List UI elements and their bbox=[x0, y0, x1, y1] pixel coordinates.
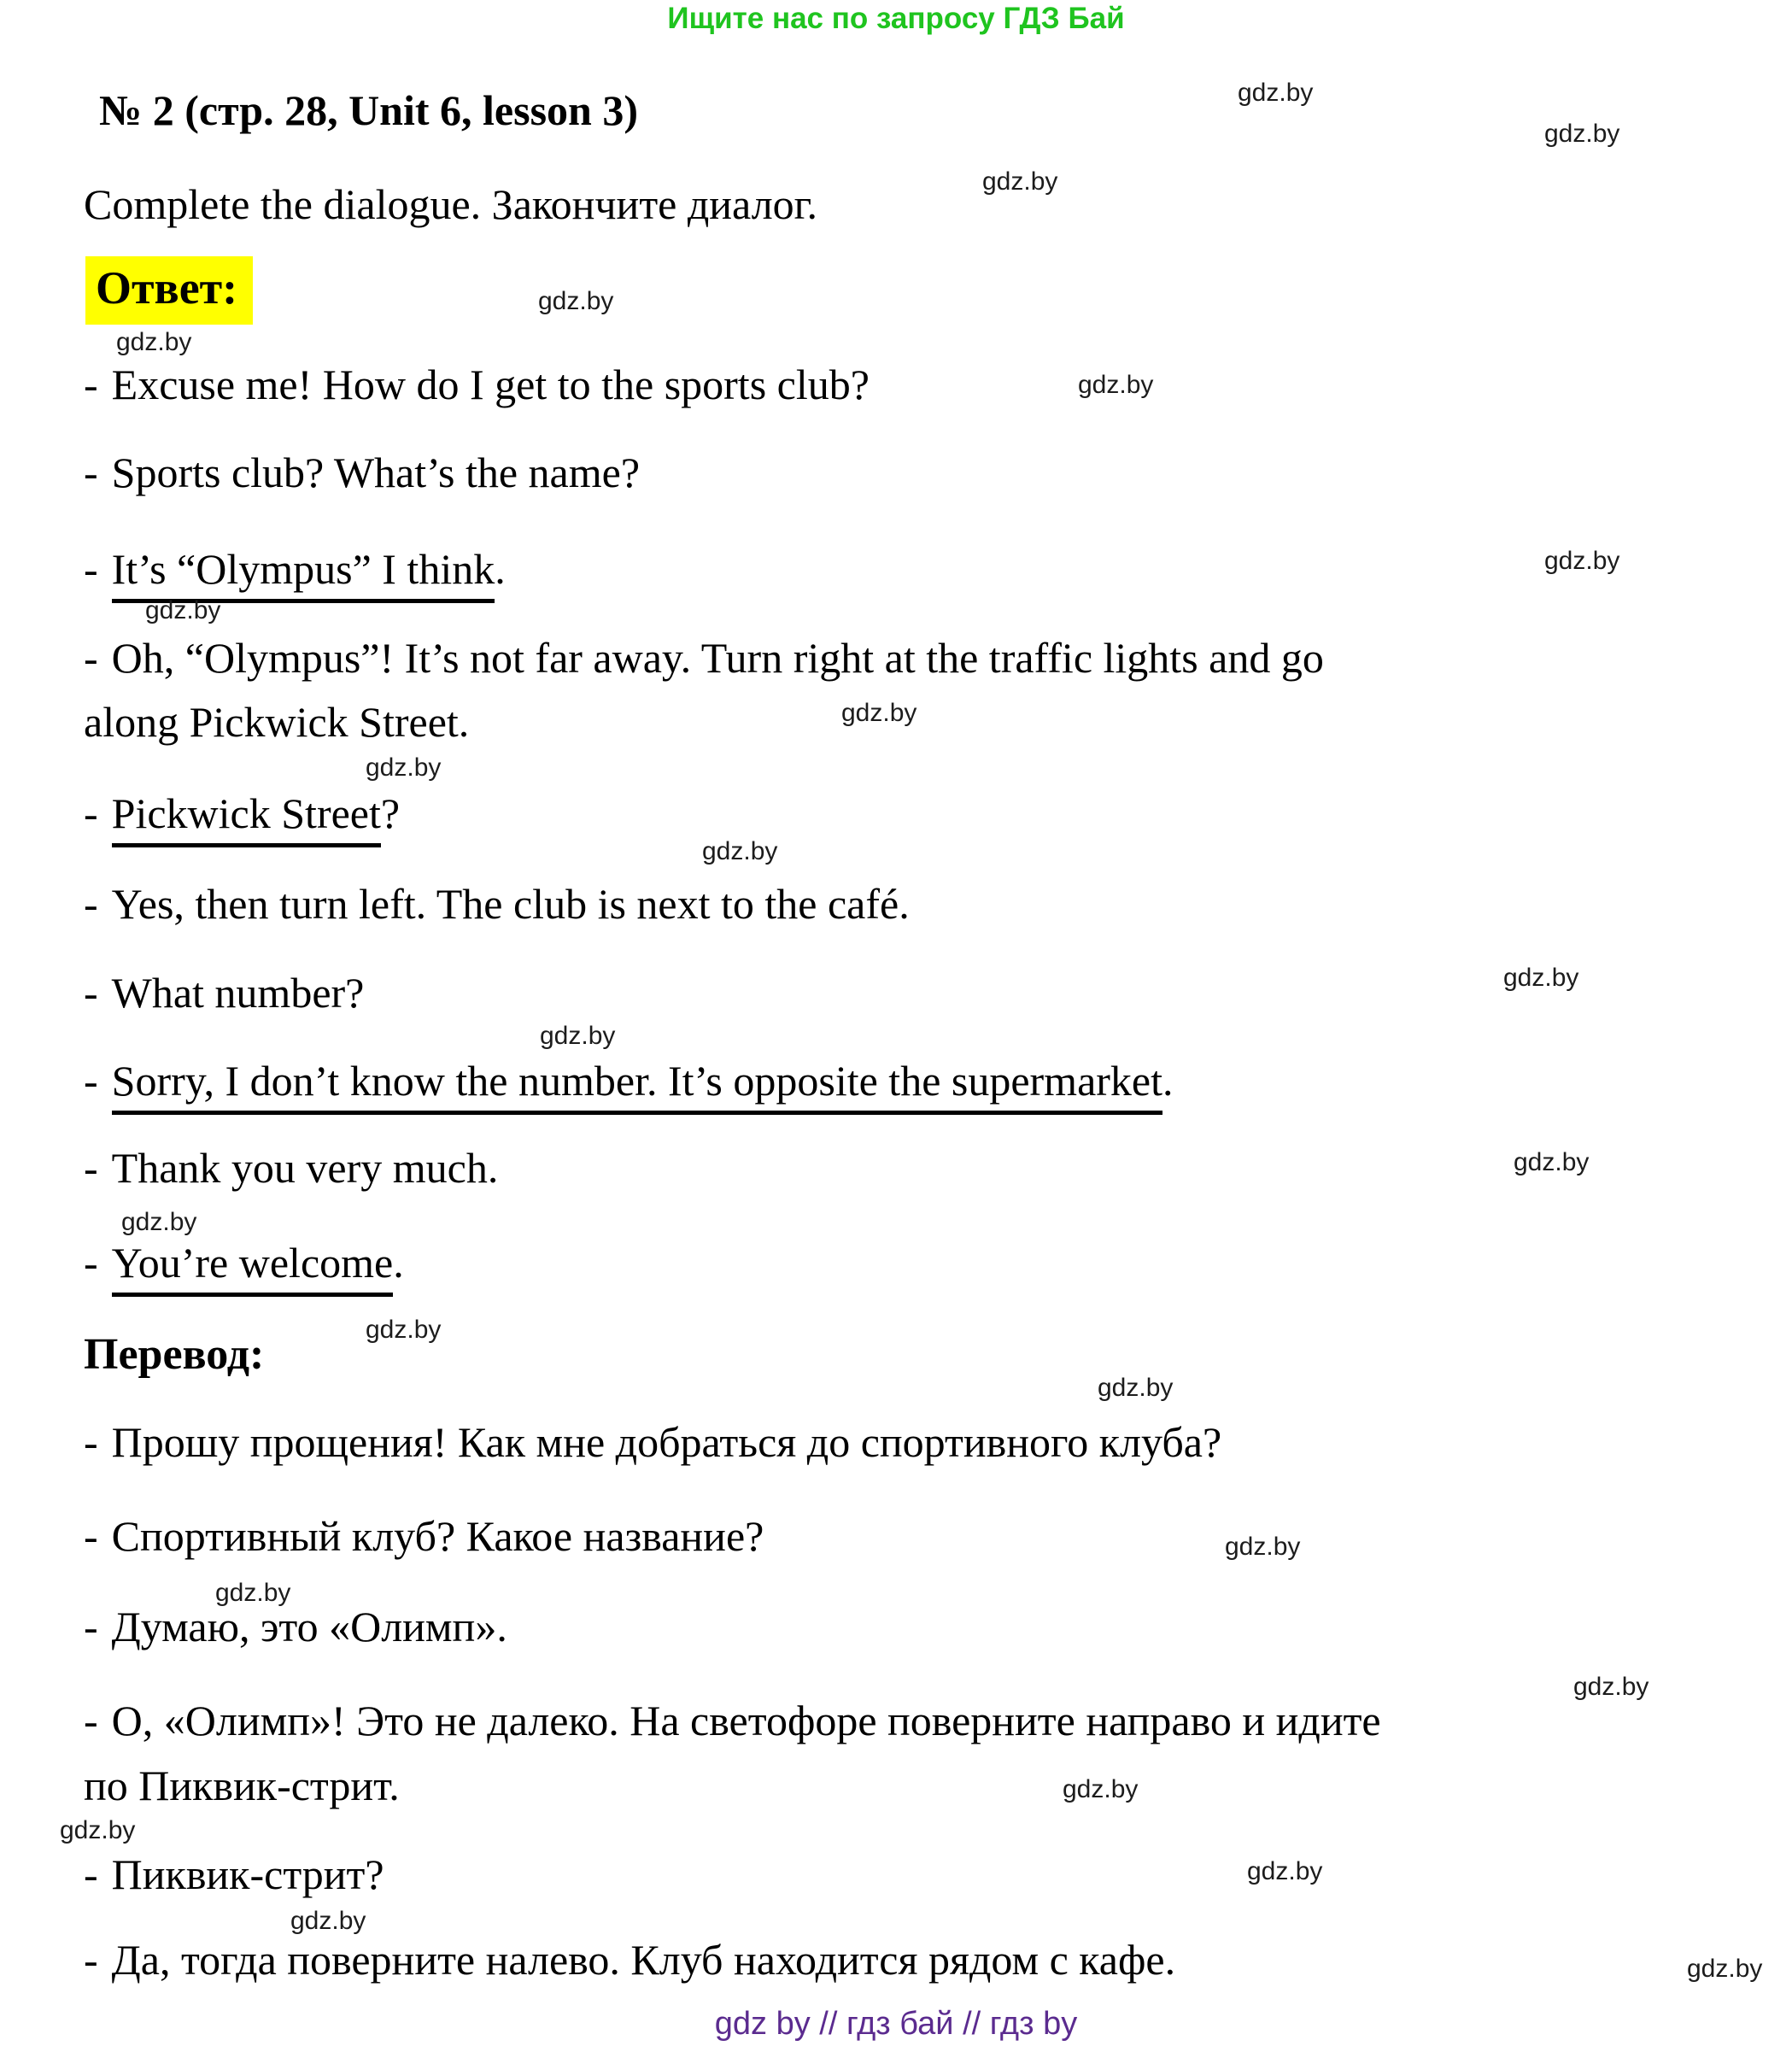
watermark: gdz.by bbox=[1225, 1533, 1301, 1561]
watermark: gdz.by bbox=[1514, 1148, 1590, 1176]
watermark: gdz.by bbox=[1098, 1374, 1174, 1402]
watermark: gdz.by bbox=[1238, 79, 1314, 107]
watermark: gdz.by bbox=[982, 167, 1058, 196]
line-text-underlined: You’re welcome bbox=[112, 1239, 394, 1297]
dash: - bbox=[84, 1512, 98, 1560]
translation-line bbox=[84, 1760, 400, 1811]
translation-line bbox=[84, 1416, 1221, 1468]
watermark: gdz.by bbox=[1544, 120, 1620, 148]
line-text: Пиквик-стрит? bbox=[111, 1850, 384, 1898]
dash: - bbox=[84, 545, 98, 593]
footer-watermark: gdz by // гдз бай // гдз by bbox=[714, 2006, 1078, 2042]
dialogue-line bbox=[84, 788, 400, 839]
dialogue-line bbox=[84, 543, 506, 595]
watermark: gdz.by bbox=[841, 699, 917, 727]
dash: - bbox=[84, 1850, 98, 1898]
watermark: gdz.by bbox=[1573, 1673, 1649, 1701]
dialogue-line bbox=[84, 1055, 1174, 1106]
dialogue-line bbox=[84, 632, 1324, 683]
line-text: Думаю, это «Олимп». bbox=[111, 1603, 507, 1650]
dash: - bbox=[84, 634, 98, 682]
watermark: gdz.by bbox=[1247, 1857, 1323, 1885]
line-text: Yes, then turn left. The club is next to the café. bbox=[111, 880, 910, 928]
dash: - bbox=[84, 1936, 98, 1984]
promo-banner: Ищите нас по запросу ГДЗ Бай bbox=[667, 2, 1125, 35]
dialogue-line bbox=[84, 359, 870, 410]
dialogue-line bbox=[84, 1237, 404, 1288]
watermark: gdz.by bbox=[145, 596, 221, 624]
dash: - bbox=[84, 1239, 98, 1287]
answer-label: Ответ: bbox=[85, 256, 253, 325]
watermark: gdz.by bbox=[215, 1579, 291, 1607]
watermark: gdz.by bbox=[702, 837, 778, 865]
dialogue-line bbox=[84, 696, 469, 747]
watermark: gdz.by bbox=[538, 287, 614, 315]
dash: - bbox=[84, 969, 98, 1017]
line-text: Oh, “Olympus”! It’s not far away. Turn right at the traffic lights and go bbox=[111, 634, 1324, 682]
line-text-underlined: Pickwick Street bbox=[112, 789, 381, 847]
exercise-title: № 2 (стр. 28, Unit 6, lesson 3) bbox=[99, 86, 638, 134]
line-text: по Пиквик-стрит. bbox=[84, 1762, 400, 1809]
line-text: О, «Олимп»! Это не далеко. На светофоре поверните направо и идите bbox=[111, 1697, 1381, 1744]
watermark: gdz.by bbox=[1078, 371, 1154, 399]
watermark: gdz.by bbox=[121, 1208, 197, 1236]
dash: - bbox=[84, 880, 98, 928]
dash: - bbox=[84, 1697, 98, 1744]
dash: - bbox=[84, 448, 98, 496]
line-text: Sports club? What’s the name? bbox=[111, 448, 641, 496]
dash: - bbox=[84, 789, 98, 837]
dialogue-line bbox=[84, 878, 910, 929]
translation-line bbox=[84, 1695, 1381, 1746]
translation-line bbox=[84, 1601, 507, 1652]
dialogue-line bbox=[84, 1142, 498, 1193]
translation-line bbox=[84, 1510, 764, 1562]
line-tail: . bbox=[1162, 1057, 1174, 1105]
translation-line bbox=[84, 1934, 1175, 1985]
dash: - bbox=[84, 1603, 98, 1650]
line-text-underlined: It’s “Olympus” I think bbox=[112, 545, 495, 603]
watermark: gdz.by bbox=[116, 328, 192, 356]
line-text-underlined: Sorry, I don’t know the number. It’s opposite the supermarket bbox=[112, 1057, 1162, 1115]
dialogue-line bbox=[84, 447, 640, 498]
line-text: along Pickwick Street. bbox=[84, 698, 470, 746]
watermark: gdz.by bbox=[540, 1022, 616, 1050]
watermark: gdz.by bbox=[366, 1316, 442, 1344]
dash: - bbox=[84, 1418, 98, 1466]
translation-label: Перевод: bbox=[84, 1330, 265, 1379]
translation-line bbox=[84, 1849, 384, 1900]
line-text: Прошу прощения! Как мне добраться до спортивного клуба? bbox=[111, 1418, 1222, 1466]
watermark: gdz.by bbox=[1687, 1955, 1763, 1983]
line-tail: . bbox=[495, 545, 506, 593]
line-text: Thank you very much. bbox=[111, 1144, 499, 1192]
line-tail: ? bbox=[380, 789, 401, 837]
dash: - bbox=[84, 1144, 98, 1192]
watermark: gdz.by bbox=[1063, 1775, 1139, 1803]
watermark: gdz.by bbox=[1544, 547, 1620, 575]
dash: - bbox=[84, 361, 98, 408]
line-text: What number? bbox=[111, 969, 365, 1017]
line-text: Спортивный клуб? Какое название? bbox=[111, 1512, 764, 1560]
watermark: gdz.by bbox=[290, 1907, 366, 1935]
watermark: gdz.by bbox=[1503, 964, 1579, 992]
dialogue-line bbox=[84, 967, 364, 1018]
watermark: gdz.by bbox=[60, 1816, 136, 1844]
watermark: gdz.by bbox=[366, 753, 442, 782]
line-tail: . bbox=[393, 1239, 404, 1287]
dash: - bbox=[84, 1057, 98, 1105]
task-text: Complete the dialogue. Закончите диалог. bbox=[84, 180, 818, 228]
line-text: Excuse me! How do I get to the sports club? bbox=[111, 361, 870, 408]
line-text: Да, тогда поверните налево. Клуб находится рядом с кафе. bbox=[111, 1936, 1176, 1984]
